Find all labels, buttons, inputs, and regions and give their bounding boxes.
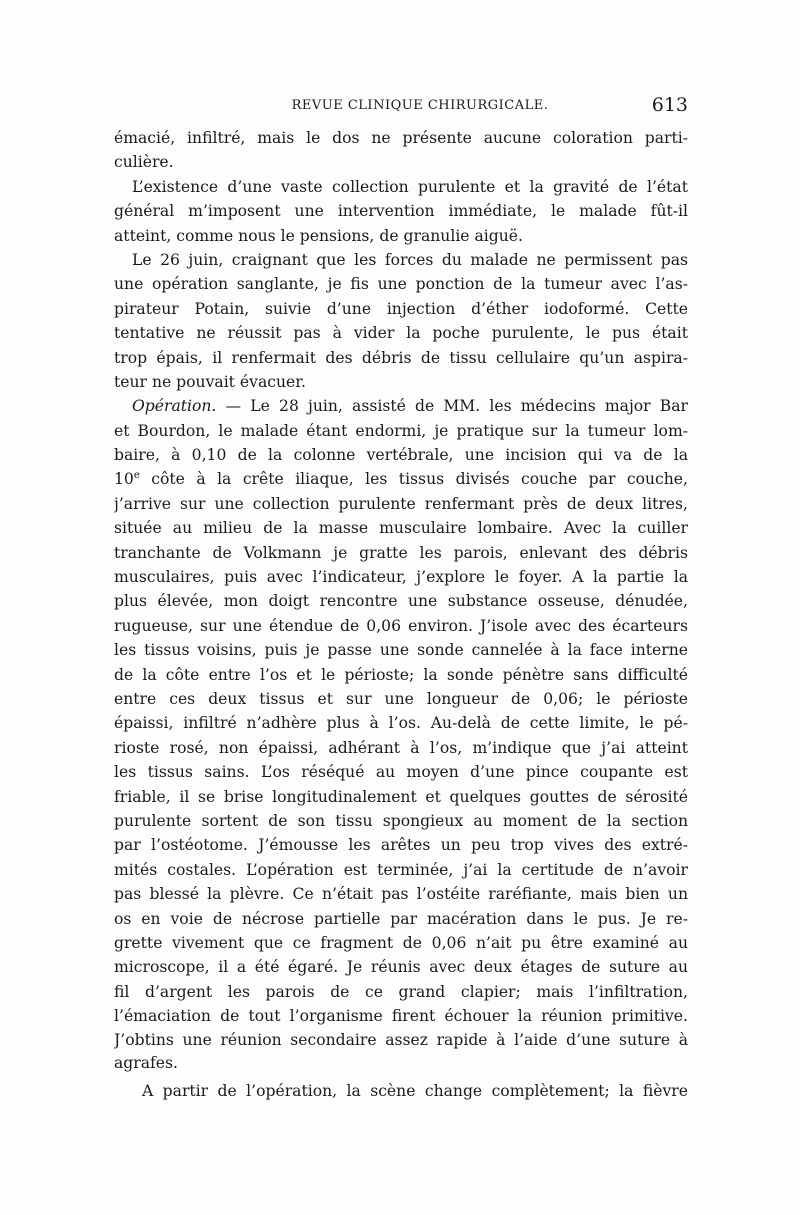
text-line: tentative ne réussit pas à vider la poche purulente, le pus était (114, 324, 688, 343)
text-line: J’obtins une réunion secondaire assez rapide à l’aide d’une suture à (114, 1031, 688, 1050)
text-line: teur ne pouvait évacuer. (114, 372, 306, 391)
text-line: entre ces deux tissus et sur une longueur de 0,06; le périoste (114, 689, 688, 708)
rib-number: 10 (114, 470, 134, 489)
text-line: pas blessé la plèvre. Ce n’était pas l’ostéite raréfiante, mais bien un (114, 885, 688, 904)
operation-line-text: — Le 28 juin, assisté de MM. les médecins major Bar (225, 397, 688, 416)
text-line: culière. (114, 153, 174, 172)
text-line: atteint, comme nous le pensions, de granulie aiguë. (114, 226, 523, 245)
text-line: A partir de l’opération, la scène change complètement; la fièvre (142, 1081, 688, 1100)
text-line: rugueuse, sur une étendue de 0,06 environ. J’isole avec des écarteurs (114, 616, 688, 635)
text-line: L’existence d’une vaste collection purulente et la gravité de l’état (132, 177, 688, 196)
body-text (114, 126, 688, 1103)
text-line: les tissus voisins, puis je passe une sonde cannelée à la face interne (114, 641, 688, 660)
text-line: trop épais, il renfermait des débris de tissu cellulaire qu’un aspira- (114, 348, 688, 367)
running-header (112, 96, 688, 122)
text-line: mités costales. L’opération est terminée, j’ai la certitude de n’avoir (114, 860, 688, 879)
text-line: par l’ostéotome. J’émousse les arêtes un peu trop vives des extré- (114, 836, 688, 855)
text-line: fil d’argent les parois de ce grand clapier; mais l’infiltration, (114, 982, 688, 1001)
text-line: tranchante de Volkmann je gratte les parois, enlevant des débris (114, 543, 688, 562)
rib-suffix: e (133, 470, 140, 482)
text-line: baire, à 0,10 de la colonne vertébrale, une incision qui va de la (114, 446, 688, 465)
text-line: Le 26 juin, craignant que les forces du malade ne permissent pas (132, 250, 688, 269)
page-number: 613 (651, 94, 688, 116)
text-line: les tissus sains. L’os réséqué au moyen d’une pince coupante est (114, 763, 688, 782)
text-line: général m’imposent une intervention immédiate, le malade fût-il (114, 202, 688, 221)
text-line-operation (114, 394, 688, 418)
text-line: musculaires, puis avec l’indicateur, j’explore le foyer. A la partie la (114, 568, 688, 587)
text-line: os en voie de nécrose partielle par macération dans le pus. Je re- (114, 909, 688, 928)
text-line: j’arrive sur une collection purulente renfermant près de deux litres, (114, 494, 688, 513)
text-line: purulente sortent de son tissu spongieux au moment de la section (114, 811, 688, 830)
text-line: rioste rosé, non épaissi, adhérant à l’os, m’indique que j’ai atteint (114, 738, 688, 757)
text-line: plus élevée, mon doigt rencontre une substance osseuse, dénudée, (114, 592, 688, 611)
text-line: de la côte entre l’os et le périoste; la sonde pénètre sans difficulté (114, 665, 688, 684)
text-line: friable, il se brise longitudinalement et quelques gouttes de sérosité (114, 787, 688, 806)
text-line: une opération sanglante, je fis une ponction de la tumeur avec l’as- (114, 275, 688, 294)
operation-heading: Opération. (132, 397, 217, 416)
rib-line-text: côte à la crête iliaque, les tissus divisés couche par couche, (151, 470, 688, 489)
text-line: pirateur Potain, suivie d’une injection d’éther iodoformé. Cette (114, 299, 688, 318)
text-line: émacié, infiltré, mais le dos ne présente aucune coloration parti- (114, 129, 688, 147)
text-line: grette vivement que ce fragment de 0,06 n’ait pu être examiné au (114, 933, 688, 952)
text-line: et Bourdon, le malade étant endormi, je pratique sur la tumeur lom- (114, 421, 688, 440)
text-line: microscope, il a été égaré. Je réunis avec deux étages de suture au (114, 958, 688, 977)
text-line: l’émaciation de tout l’organisme firent échouer la réunion primitive. (114, 1007, 688, 1026)
text-line: épaissi, infiltré n’adhère plus à l’os. Au-delà de cette limite, le pé- (114, 714, 688, 733)
text-line: agrafes. (114, 1053, 178, 1072)
text-line-rib (114, 467, 688, 491)
text-line: située au milieu de la masse musculaire lombaire. Avec la cuiller (114, 519, 688, 538)
running-title: REVUE CLINIQUE CHIRURGICALE. (291, 98, 549, 113)
